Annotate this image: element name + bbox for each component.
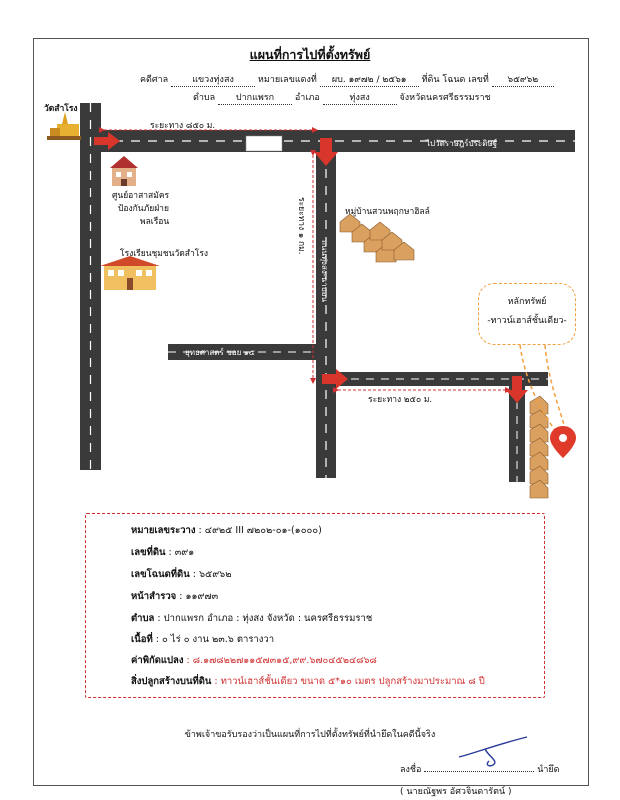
area-label: เนื้อที่ <box>131 634 153 645</box>
info-row-page <box>131 589 218 604</box>
location-pin-icon <box>550 426 576 458</box>
road-mid-label: ถนนทุ่งสง-นาบอน <box>320 240 329 302</box>
distance-mid-label: ระยะทาง ๑ กม. <box>296 197 306 255</box>
deed-label: ที่ดิน โฉนด เลขที่ <box>421 75 489 85</box>
temple-label: วัดสำโรง <box>44 104 78 114</box>
property-info-box <box>85 513 545 698</box>
school-icon <box>100 256 160 290</box>
district-label: อำเภอ <box>294 93 320 103</box>
deed-value: ๖๕๙๖๒ <box>492 72 554 87</box>
road-left-top-label: ถ.ชัยทอ <box>62 180 71 208</box>
subdistrict-label: ตำบล <box>193 93 216 103</box>
asset-callout <box>478 283 576 345</box>
survey-label: หมายเลขระวาง <box>131 525 196 536</box>
building-label: สิ่งปลูกสร้างบนที่ดิน <box>131 676 212 687</box>
village-label: หมู่บ้านสวนพฤกษาฮิลล์ <box>345 207 430 217</box>
page-label: หน้าสำรวจ <box>131 591 177 602</box>
location-value: : ปากแพรก อำเภอ : ทุ่งสง จังหวัด : นครศรีธรรมราช <box>157 613 373 624</box>
page-title: แผนที่การไปที่ตั้งทรัพย์ <box>249 47 371 62</box>
info-row-building <box>131 674 485 689</box>
signer-name: ( นายณัฐพร อัศวจินดารัตน์ ) <box>400 787 512 797</box>
townhouse-row-icon <box>530 396 548 498</box>
civil-center-label-2: ป้องกันภัยฝ่าย <box>118 204 169 214</box>
coords-value: : ๘.๑๗๘๒๒๗๑๑๕๗๓๑๕,๙๙.๖๗๐๔๕๒๔๘๖๘ <box>186 655 377 666</box>
sign-role: นำยึด <box>537 765 560 775</box>
temple-icon <box>47 112 81 140</box>
soi-label: ยุทธศาสตร์ ซอย ๑๕ <box>185 348 255 357</box>
building-value: : ทาวน์เฮาส์ชั้นเดียว <box>214 676 298 687</box>
civil-center-label-1: ศูนย์อาสาสมัคร <box>112 191 170 201</box>
location-label: ตำบล <box>131 613 155 624</box>
deed-no-value: : ๖๕๙๖๒ <box>192 569 232 580</box>
land-no-label: เลขที่ดิน <box>131 547 166 558</box>
page-value: : ๑๑๙๗๓ <box>179 591 219 602</box>
court-label: คดีศาล <box>140 75 169 85</box>
court-value: แขวงทุ่งสง <box>171 72 255 87</box>
road-top-label: ไปวัดราษฎร์ประดิษฐ์ <box>426 139 498 148</box>
callout-subtitle: -ทาวน์เฮาส์ชั้นเดียว- <box>487 316 567 326</box>
signature-line <box>400 762 560 776</box>
info-row-coords <box>131 653 377 668</box>
land-no-value: : ๓๙๑ <box>168 547 195 558</box>
coords-label: ค่าพิกัดแปลง <box>131 655 184 666</box>
province-label: จังหวัดนครศรีธรรมราช <box>399 93 491 103</box>
case-value: ผบ. ๑๙๗๒ / ๒๕๖๑ <box>320 72 419 87</box>
distance-bottom-label: ระยะทาง ๒๕๐ ม. <box>368 395 433 405</box>
subdistrict-value: ปากแพรก <box>218 90 292 105</box>
sign-label: ลงชื่อ <box>400 765 422 775</box>
road-left-bottom-label: ถ.ชัยทอ <box>62 370 71 398</box>
survey-value: : ๔๙๒๕ III ๗๒๐๒-๐๑-(๑๐๐๐) <box>198 525 322 536</box>
certification-statement: ข้าพเจ้าขอรับรองว่าเป็นแผนที่การไปที่ตั้งทรัพย์ที่นำยึดในคดีนี้จริง <box>184 730 436 740</box>
info-row-survey <box>131 523 322 538</box>
distance-top-label: ระยะทาง ๘๕๐ ม. <box>150 121 216 131</box>
info-row-area <box>131 632 274 647</box>
deed-no-label: เลขโฉนดที่ดิน <box>131 569 190 580</box>
info-row-deed-no <box>131 567 231 582</box>
info-row-land-no <box>131 545 194 560</box>
district-value: ทุ่งสง <box>323 90 397 105</box>
area-value: : ๐ ไร่ ๐ งาน ๒๓.๖ ตารางวา <box>155 634 275 645</box>
info-row-location <box>131 611 372 626</box>
village-houses-icon <box>340 214 414 262</box>
building-icon <box>110 156 138 186</box>
callout-title: หลักทรัพย์ <box>507 297 547 307</box>
building-detail: ขนาด ๕*๑๐ เมตร ปลูกสร้างมาประมาณ ๘ ปี <box>300 676 485 687</box>
civil-center-label-3: พลเรือน <box>140 217 170 227</box>
case-label: หมายเลขแดงที่ <box>257 75 317 85</box>
road-marker <box>246 136 282 151</box>
school-label: โรงเรียนชุมชนวัดสำโรง <box>120 249 209 259</box>
to-tungsong-label: ไปทุ่งสง <box>62 410 71 438</box>
